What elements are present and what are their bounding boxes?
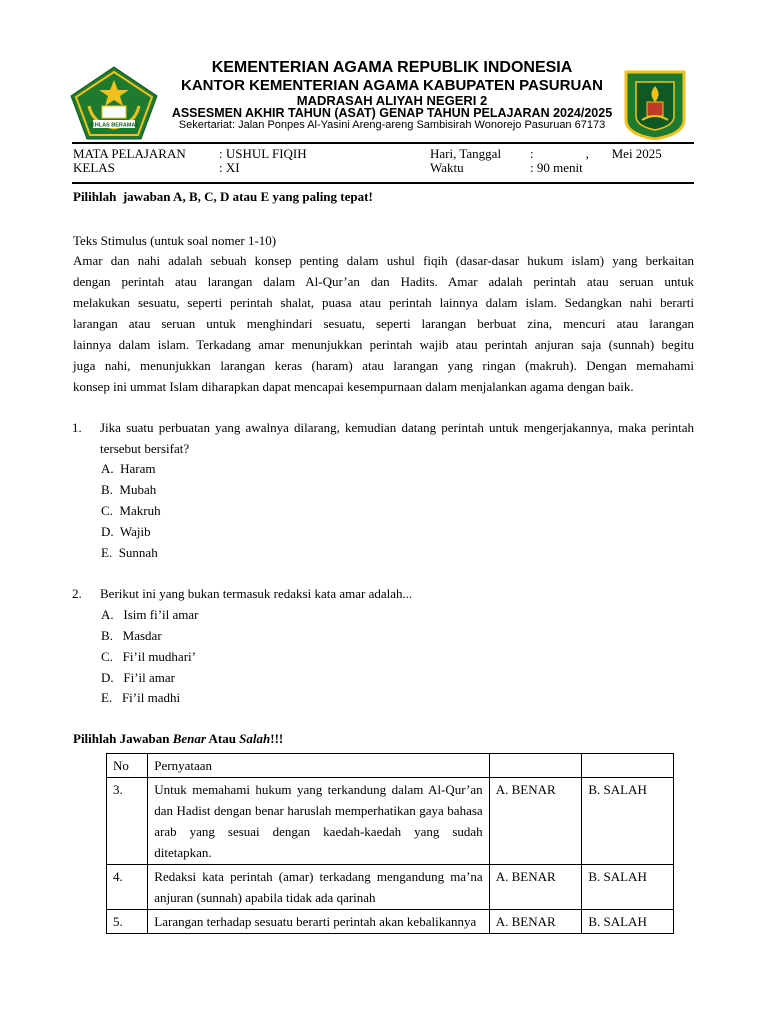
stimulus-line: larangan atau seruan untuk menghindari sesuatu, seperti larangan berbuat zina, mencuri atau larangan bbox=[73, 316, 694, 331]
stimulus-line: konsep ini ummat Islam diharapkan dapat mencapai kesempurnaan dalam menjalankan agama dengan baik. bbox=[73, 379, 634, 394]
stimulus-line: melakukan sesuatu, seperti perintah shalat, puasa atau perintah lainnya dalam islam. Sedangkan nahi berarti bbox=[73, 295, 694, 310]
question-1-option-d[interactable]: D. Wajib bbox=[101, 524, 151, 539]
logo-motto: IKHLAS BERAMAL bbox=[89, 122, 139, 129]
row-statement: Redaksi kata perintah (amar) terkadang mengandung ma’na anjuran (sunnah) apabila tidak ada qarinah bbox=[148, 865, 489, 910]
ministry-title: KEMENTERIAN AGAMA REPUBLIK INDONESIA bbox=[211, 59, 573, 76]
row-statement: Untuk memahami hukum yang terkandung dalam Al-Qur’an dan Hadist dengan benar haruslah memperhatikan gaya bahasa arab yang sesuai dengan kaedah-kaedah yang sudah ditetapkan. bbox=[148, 778, 489, 865]
question-2-option-a[interactable]: A. Isim fi’il amar bbox=[101, 607, 199, 622]
exam-title: ASSESMEN AKHIR TAHUN (ASAT) GENAP TAHUN PELAJARAN 2024/2025 bbox=[171, 106, 613, 120]
date-value: : , Mei 2025 bbox=[530, 146, 662, 161]
row-number: 3. bbox=[107, 778, 148, 865]
option-benar[interactable]: A. BENAR bbox=[489, 778, 582, 865]
stimulus-title: Teks Stimulus (untuk soal nomer 1-10) bbox=[73, 233, 277, 248]
tf-title-part1: Pilihlah Jawaban bbox=[73, 731, 173, 746]
time-value: : 90 menit bbox=[530, 160, 583, 175]
date-label: Hari, Tanggal bbox=[430, 146, 502, 161]
office-title: KANTOR KEMENTERIAN AGAMA KABUPATEN PASURUAN bbox=[181, 77, 603, 94]
time-label: Waktu bbox=[430, 160, 464, 175]
question-2-option-d[interactable]: D. Fi’il amar bbox=[101, 670, 176, 685]
question-2-text: Berikut ini yang bukan termasuk redaksi kata amar adalah... bbox=[100, 586, 413, 601]
true-false-instruction bbox=[73, 728, 283, 749]
row-number: 5. bbox=[107, 910, 148, 934]
question-1-option-a[interactable]: A. Haram bbox=[101, 461, 156, 476]
instruction: Pilihlah jawaban A, B, C, D atau E yang paling tepat! bbox=[73, 189, 373, 204]
table-row bbox=[107, 778, 674, 865]
option-salah[interactable]: B. SALAH bbox=[582, 910, 674, 934]
question-1-option-c[interactable]: C. Makruh bbox=[101, 503, 161, 518]
question-1-number: 1. bbox=[72, 420, 82, 435]
class-value: : XI bbox=[219, 160, 240, 175]
question-2-number: 2. bbox=[72, 586, 82, 601]
class-label: KELAS bbox=[73, 160, 115, 175]
true-false-table bbox=[106, 753, 674, 934]
question-2-option-c[interactable]: C. Fi’il mudhari’ bbox=[101, 649, 196, 664]
subject-value: : USHUL FIQIH bbox=[219, 146, 307, 161]
question-1-text: Jika suatu perbuatan yang awalnya dilarang, kemudian datang perintah untuk mengerjakannya, maka perintah tersebut bersifat? bbox=[100, 420, 694, 456]
school-name: MADRASAH ALIYAH NEGERI 2 bbox=[296, 93, 488, 108]
tf-title-part3: !!! bbox=[270, 731, 284, 746]
table-header-row bbox=[107, 754, 674, 778]
school-address: Sekertariat: Jalan Ponpes Al-Yasini Areng-areng Sambisirah Wonorejo Pasuruan 67173 bbox=[178, 119, 606, 131]
info-divider bbox=[72, 182, 694, 184]
table-row bbox=[107, 865, 674, 910]
madrasah-logo-icon bbox=[620, 68, 690, 140]
stimulus-paragraph bbox=[73, 250, 694, 397]
kemenag-logo-icon bbox=[69, 66, 159, 140]
tf-title-salah: Salah bbox=[239, 731, 271, 746]
stimulus-line: dengan perintah atau larangan dalam Al-Qur’an dan Hadits. Amar adalah perintah atau seruan untuk bbox=[73, 274, 694, 289]
question-1-option-b[interactable]: B. Mubah bbox=[101, 482, 157, 497]
header-statement: Pernyataan bbox=[148, 754, 489, 778]
option-benar[interactable]: A. BENAR bbox=[489, 865, 582, 910]
option-salah[interactable]: B. SALAH bbox=[582, 778, 674, 865]
tf-title-benar: Benar bbox=[172, 731, 206, 746]
question-1-option-e[interactable]: E. Sunnah bbox=[101, 545, 158, 560]
table-row bbox=[107, 910, 674, 934]
option-benar[interactable]: A. BENAR bbox=[489, 910, 582, 934]
header-no: No bbox=[107, 754, 148, 778]
stimulus-line: lainnya dalam islam. Terkadang amar menunjukkan perintah wajib atau perintah anjuran saja (sunnah) begitu bbox=[73, 337, 694, 352]
question-2-option-b[interactable]: B. Masdar bbox=[101, 628, 162, 643]
stimulus-line: juga nahi, menunjukkan larangan keras (haram) atau larangan yang ringan (makruh). Dengan memahami bbox=[73, 358, 694, 373]
header-blank-a bbox=[489, 754, 582, 778]
header-blank-b bbox=[582, 754, 674, 778]
stimulus-line: Amar dan nahi adalah sebuah konsep penting dalam ushul fiqih (dasar-dasar hukum islam) yang berkaitan bbox=[73, 253, 694, 268]
question-2-option-e[interactable]: E. Fi’il madhi bbox=[101, 690, 181, 705]
header-divider bbox=[72, 142, 694, 144]
option-salah[interactable]: B. SALAH bbox=[582, 865, 674, 910]
row-number: 4. bbox=[107, 865, 148, 910]
subject-label: MATA PELAJARAN bbox=[73, 146, 186, 161]
row-statement: Larangan terhadap sesuatu berarti perintah akan kebalikannya bbox=[148, 910, 489, 934]
tf-title-part2: Atau bbox=[205, 731, 240, 746]
